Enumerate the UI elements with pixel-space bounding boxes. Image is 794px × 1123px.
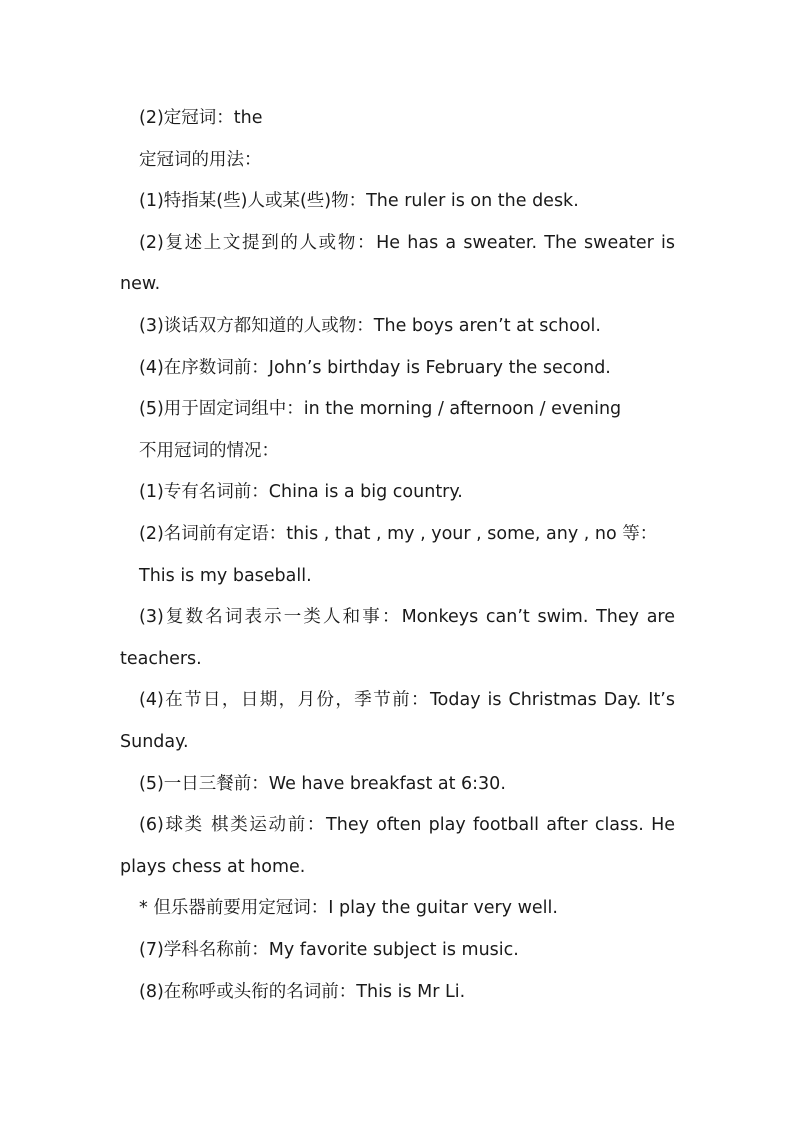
text-line: (2)名词前有定语：this , that , my , your , some, any , no 等： xyxy=(139,524,658,544)
text-line: (7)学科名称前：My favorite subject is music. xyxy=(139,940,519,960)
text-line: plays chess at home. xyxy=(120,857,306,877)
text-line: (3)复数名词表示一类人和事：Monkeys can’t swim. They are xyxy=(139,607,675,627)
text-line: 定冠词的用法： xyxy=(139,150,262,170)
text-line: (3)谈话双方都知道的人或物：The boys aren’t at school. xyxy=(139,316,601,336)
text-line: This is my baseball. xyxy=(139,566,312,586)
text-line: (2)定冠词：the xyxy=(139,108,263,128)
text-line: teachers. xyxy=(120,649,202,669)
text-line: (5)用于固定词组中：in the morning / afternoon / evening xyxy=(139,399,622,419)
text-line: (1)专有名词前：China is a big country. xyxy=(139,482,463,502)
text-line: (4)在序数词前：John’s birthday is February the second. xyxy=(139,358,611,378)
text-line: 不用冠词的情况： xyxy=(139,441,279,461)
text-line: (5)一日三餐前：We have breakfast at 6:30. xyxy=(139,774,506,794)
text-line: * 但乐器前要用定冠词：I play the guitar very well. xyxy=(139,898,558,918)
text-line: Sunday. xyxy=(120,732,189,752)
text-line: (8)在称呼或头衔的名词前：This is Mr Li. xyxy=(139,982,466,1002)
text-line: new. xyxy=(120,274,161,294)
text-line: (6)球类 棋类运动前：They often play football after class. He xyxy=(139,815,675,835)
text-line: (2)复述上文提到的人或物：He has a sweater. The sweater is xyxy=(139,233,675,253)
text-line: (4)在节日，日期，月份，季节前：Today is Christmas Day. It’s xyxy=(139,690,675,710)
text-line: (1)特指某(些)人或某(些)物：The ruler is on the desk. xyxy=(139,191,579,211)
